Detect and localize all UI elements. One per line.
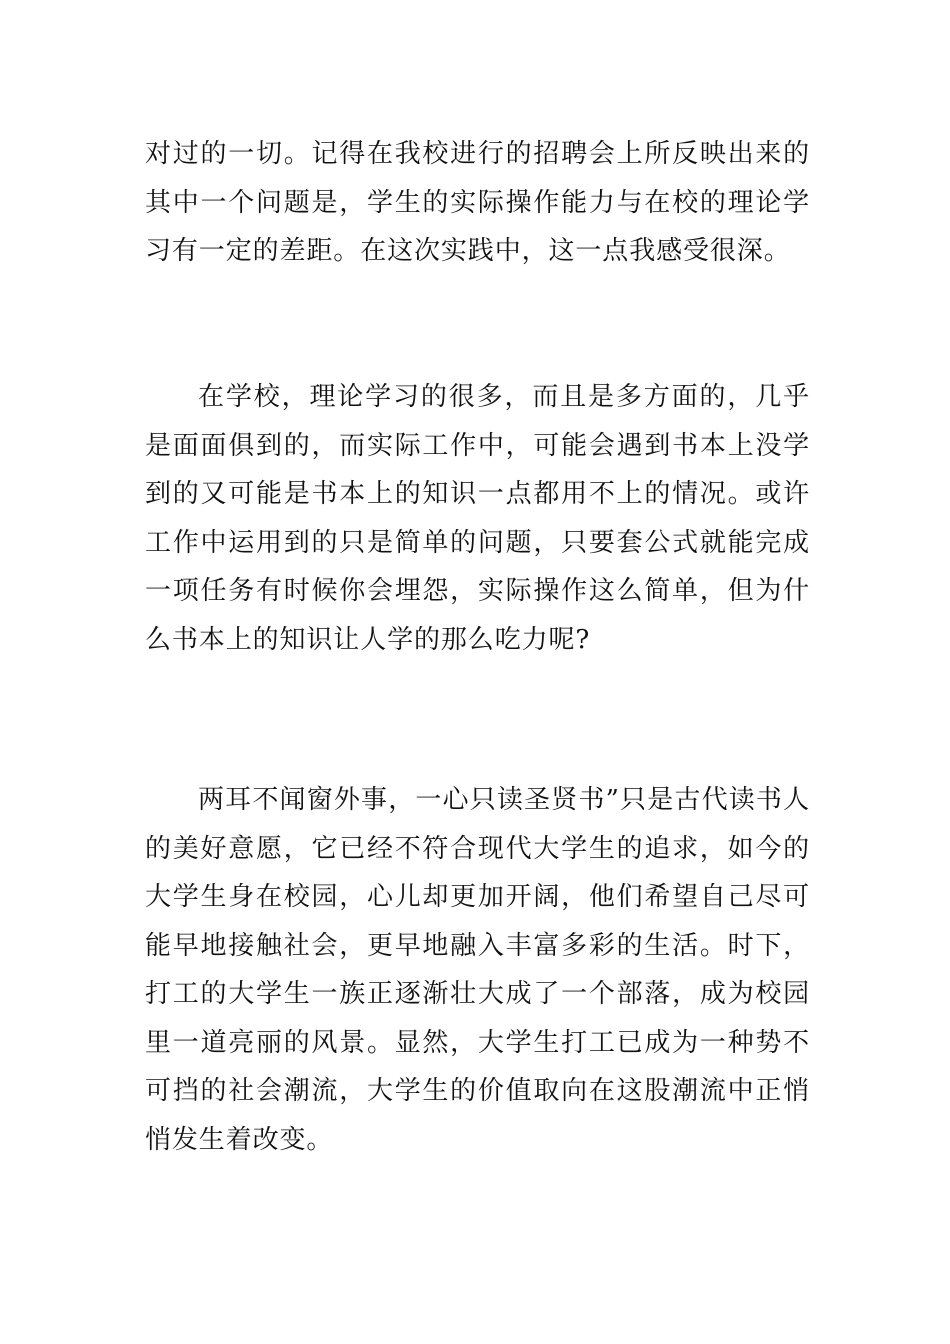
paragraph-1: 对过的一切。记得在我校进行的招聘会上所反映出来的其中一个问题是，学生的实际操作能力与在校的理论学习有一定的差距。在这次实践中，这一点我感受很深。 bbox=[145, 139, 810, 266]
paragraph-3: 两耳不闻窗外事，一心只读圣贤书”只是古代读书人的美好意愿，它已经不符合现代大学生的追求，如今的大学生身在校园，心儿却更加开阔，他们希望自己尽可能早地接触社会，更早地融入丰富多彩的生活。时下，打工的大学生一族正逐渐壮大成了一个部落，成为校园里一道亮丽的风景。显然，大学生打工已成为一种势不可挡的社会潮流，大学生的价值取向在这股潮流中正悄悄发生着改变。 bbox=[145, 785, 810, 1155]
paragraph-2: 在学校，理论学习的很多，而且是多方面的，几乎是面面俱到的，而实际工作中，可能会遇到书本上没学到的又可能是书本上的知识一点都用不上的情况。或许工作中运用到的只是简单的问题，只要套公式就能完成一项任务有时候你会埋怨，实际操作这么简单，但为什么书本上的知识让人学的那么吃力呢? bbox=[145, 382, 810, 655]
